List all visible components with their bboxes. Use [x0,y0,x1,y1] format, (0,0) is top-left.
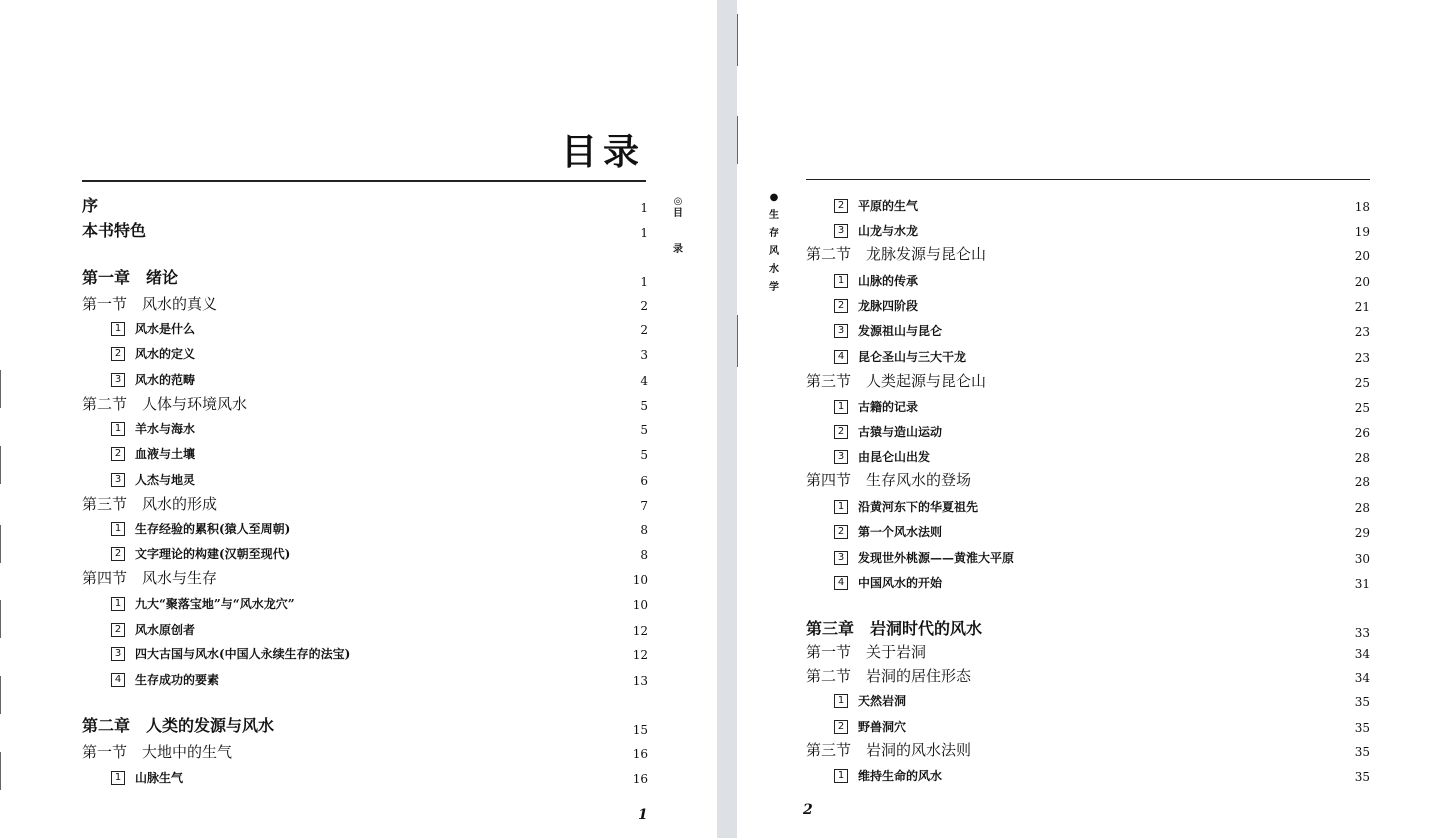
entry-page-number: 2 [640,323,648,337]
entry-page-number: 35 [1354,770,1370,784]
toc-section-entry [82,494,217,514]
toc-item-entry [111,619,195,640]
entry-page-number: 4 [640,374,648,388]
entry-title: 沿黄河东下的华夏祖先 [858,500,979,514]
toc-item-entry [834,572,942,593]
entry-page-number: 20 [1354,249,1370,263]
entry-page-number: 5 [640,448,648,462]
entry-page-number: 5 [640,399,648,413]
toc-item-entry [111,518,290,539]
scan-edge-mark [0,370,1,408]
entry-page-number: 6 [640,474,648,488]
entry-title: 血液与土壤 [135,447,196,461]
scan-edge-mark [737,116,738,164]
toc-section-entry [806,642,926,662]
entry-page-number: 34 [1354,671,1370,685]
toc-item-entry [834,396,918,417]
entry-title: 平原的生气 [858,199,919,213]
toc-chapter-entry [806,619,982,639]
item-number-box: 2 [834,199,848,213]
entry-title: 生存成功的要素 [135,673,220,687]
toc-item-entry [834,195,918,216]
entry-page-number: 18 [1354,200,1370,214]
item-number-box: 3 [834,224,848,238]
page-folio: 1 [638,807,648,823]
entry-page-number: 23 [1354,351,1370,365]
toc-front-entry [82,221,146,241]
toc-section-entry [82,742,232,762]
toc-item-entry [834,220,918,241]
entry-page-number: 25 [1354,401,1370,415]
toc-item-entry [111,343,195,364]
entry-page-number: 3 [640,348,648,362]
entry-page-number: 15 [632,723,648,737]
toc-section-entry [806,470,971,490]
entry-title: 古猿与造山运动 [858,425,943,439]
entry-page-number: 35 [1354,745,1370,759]
toc-item-entry [111,469,195,490]
entry-page-number: 12 [632,624,648,638]
item-number-box: 2 [834,425,848,439]
entry-page-number: 31 [1354,577,1370,591]
entry-title: 风水的范畴 [135,373,196,387]
toc-section-entry [806,371,986,391]
side-tab-char: ◎ [673,196,683,207]
entry-page-number: 12 [632,648,648,662]
toc-section-entry [82,294,217,314]
entry-page-number: 13 [632,674,648,688]
toc-chapter-entry [82,716,274,736]
toc-item-entry [834,716,906,737]
toc-item-entry [111,543,290,564]
item-number-box: 2 [111,447,125,461]
item-number-box: 3 [834,324,848,338]
item-number-box: 1 [111,322,125,336]
toc-item-entry [111,318,195,339]
side-tab-char: 水 [769,264,779,275]
entry-page-number: 16 [632,747,648,761]
side-tab-char: 风 [769,246,779,257]
item-number-box: 3 [834,551,848,565]
entry-page-number: 1 [640,201,648,215]
toc-section-entry [806,244,986,264]
entry-page-number: 16 [632,772,648,786]
entry-title: 序 [82,196,99,215]
entry-title: 发源祖山与昆仑 [858,324,943,338]
entry-title: 九大“聚落宝地”与“风水龙穴” [135,597,295,611]
scan-edge-mark [0,600,1,638]
entry-page-number: 33 [1354,626,1370,640]
entry-title: 野兽洞穴 [858,720,907,734]
entry-title: 中国风水的开始 [858,576,943,590]
entry-title: 第二节 龙脉发源与昆仑山 [806,245,987,263]
entry-title: 文字理论的构建(汉朝至现代) [135,547,291,561]
item-number-box: 2 [111,347,125,361]
toc-section-entry [806,740,971,760]
entry-title: 第二节 人体与环境风水 [82,395,248,413]
entry-title: 龙脉四阶段 [858,299,919,313]
entry-page-number: 5 [640,423,648,437]
page-folio: 2 [803,802,813,818]
item-number-box: 1 [111,522,125,536]
left-page [0,0,717,838]
entry-title: 第一节 大地中的生气 [82,743,233,761]
item-number-box: 2 [834,299,848,313]
entry-title: 风水是什么 [135,322,196,336]
item-number-box: 1 [834,274,848,288]
entry-title: 昆仑圣山与三大干龙 [858,350,967,364]
title-rule [82,180,646,182]
entry-page-number: 1 [640,226,648,240]
entry-page-number: 23 [1354,325,1370,339]
scan-edge-mark [0,752,1,790]
entry-page-number: 1 [640,275,648,289]
item-number-box: 1 [834,400,848,414]
entry-title: 山脉的传承 [858,274,919,288]
item-number-box: 4 [111,673,125,687]
entry-title: 第二节 岩洞的居住形态 [806,667,972,685]
entry-title: 第二章 人类的发源与风水 [82,716,275,735]
side-tab-char: ● [769,192,779,203]
item-number-box: 1 [834,694,848,708]
item-number-box: 1 [111,422,125,436]
side-tab-char: 录 [673,244,683,255]
entry-page-number: 29 [1354,526,1370,540]
toc-item-entry [111,767,183,788]
entry-title: 风水原创者 [135,623,196,637]
entry-title: 第三节 风水的形成 [82,495,218,513]
entry-page-number: 20 [1354,275,1370,289]
entry-title: 生存经验的累积(猿人至周朝) [135,522,291,536]
page-gutter [717,0,737,838]
entry-title: 古籍的记录 [858,400,919,414]
entry-title: 第一章 绪论 [82,268,179,287]
entry-title: 第一节 风水的真义 [82,295,218,313]
toc-item-entry [834,521,942,542]
item-number-box: 4 [834,576,848,590]
toc-item-entry [111,443,195,464]
entry-title: 第一个风水法则 [858,525,943,539]
entry-title: 第四节 生存风水的登场 [806,471,972,489]
toc-item-entry [834,765,942,786]
entry-page-number: 28 [1354,451,1370,465]
item-number-box: 2 [111,547,125,561]
entry-title: 发现世外桃源——黄淮大平原 [858,551,1015,565]
entry-page-number: 35 [1354,695,1370,709]
entry-page-number: 28 [1354,475,1370,489]
toc-section-entry [82,568,217,588]
toc-item-entry [834,690,906,711]
item-number-box: 3 [111,373,125,387]
header-rule [806,179,1370,180]
toc-item-entry [111,418,195,439]
entry-page-number: 8 [640,523,648,537]
item-number-box: 1 [111,597,125,611]
entry-title: 第四节 风水与生存 [82,569,218,587]
entry-title: 人杰与地灵 [135,473,196,487]
side-tab-char: 目 [673,208,683,219]
entry-title: 四大古国与风水(中国人永续生存的法宝) [135,647,351,661]
toc-item-entry [834,295,918,316]
toc-item-entry [834,320,942,341]
toc-item-entry [834,270,918,291]
item-number-box: 3 [111,647,125,661]
entry-page-number: 7 [640,499,648,513]
entry-page-number: 19 [1354,225,1370,239]
entry-page-number: 2 [640,299,648,313]
toc-item-entry [834,496,978,517]
entry-page-number: 25 [1354,376,1370,390]
scan-edge-mark [737,315,738,367]
right-page [737,0,1453,838]
toc-item-entry [834,421,942,442]
entry-title: 第三节 人类起源与昆仑山 [806,372,987,390]
entry-title: 风水的定义 [135,347,196,361]
toc-front-entry [82,196,98,216]
toc-chapter-entry [82,268,178,288]
toc-item-entry [111,593,295,614]
toc-item-entry [111,643,350,664]
entry-page-number: 10 [632,573,648,587]
item-number-box: 1 [834,769,848,783]
entry-page-number: 26 [1354,426,1370,440]
item-number-box: 3 [834,450,848,464]
item-number-box: 1 [834,500,848,514]
scan-edge-mark [0,446,1,484]
toc-item-entry [111,669,219,690]
item-number-box: 4 [834,350,848,364]
side-tab-char: 学 [769,282,779,293]
toc-section-entry [82,394,247,414]
toc-item-entry [834,446,930,467]
entry-page-number: 28 [1354,501,1370,515]
entry-title: 维持生命的风水 [858,769,943,783]
toc-item-entry [834,346,966,367]
toc-item-entry [834,547,1014,568]
toc-title: 目录 [560,131,645,173]
item-number-box: 2 [111,623,125,637]
scan-edge-mark [0,525,1,563]
entry-page-number: 35 [1354,721,1370,735]
item-number-box: 1 [111,771,125,785]
item-number-box: 2 [834,720,848,734]
entry-title: 山龙与水龙 [858,224,919,238]
entry-title: 由昆仑山出发 [858,450,931,464]
side-tab-char: 存 [769,228,779,239]
item-number-box: 2 [834,525,848,539]
side-tab-char: 生 [769,210,779,221]
entry-page-number: 30 [1354,552,1370,566]
entry-title: 第三节 岩洞的风水法则 [806,741,972,759]
entry-page-number: 34 [1354,647,1370,661]
entry-page-number: 10 [632,598,648,612]
scan-edge-mark [737,14,738,66]
entry-page-number: 21 [1354,300,1370,314]
entry-title: 天然岩洞 [858,694,907,708]
entry-title: 羊水与海水 [135,422,196,436]
entry-title: 山脉生气 [135,771,184,785]
entry-title: 第三章 岩洞时代的风水 [806,619,983,638]
entry-title: 第一节 关于岩洞 [806,643,927,661]
item-number-box: 3 [111,473,125,487]
entry-page-number: 8 [640,548,648,562]
toc-section-entry [806,666,971,686]
entry-title: 本书特色 [82,221,147,240]
scan-edge-mark [0,676,1,714]
toc-item-entry [111,369,195,390]
